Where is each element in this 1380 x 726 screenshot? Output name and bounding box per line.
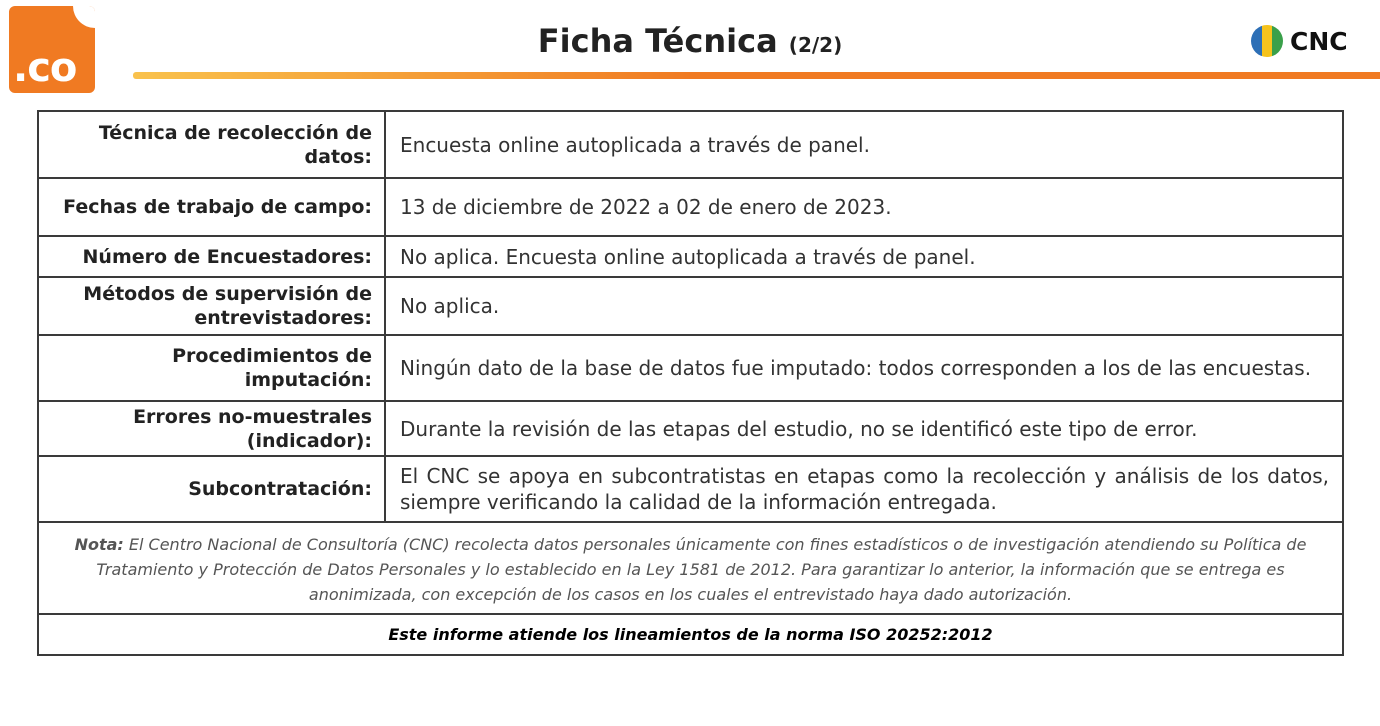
cnc-logo-mark-icon: [1251, 25, 1283, 57]
ficha-tecnica-table: [37, 110, 1344, 656]
row-label: Fechas de trabajo de campo:: [38, 178, 385, 236]
row-label: Métodos de supervisión de entrevistadores:: [38, 277, 385, 335]
row-label: Subcontratación:: [38, 456, 385, 522]
table-row-numero-encuestadores: [38, 236, 1343, 277]
table-row-footer: [38, 614, 1343, 655]
table-row-subcontratacion: [38, 456, 1343, 522]
row-label: Número de Encuestadores:: [38, 236, 385, 277]
row-value: No aplica. Encuesta online autoplicada a través de panel.: [385, 236, 1343, 277]
cnc-logo-text: CNC: [1290, 26, 1348, 56]
row-value: El CNC se apoya en subcontratistas en etapas como la recolección y análisis de los datos, siempre verificando la calidad de la información entregada.: [385, 456, 1343, 522]
row-label: Procedimientos de imputación:: [38, 335, 385, 401]
page-title-text: Ficha Técnica: [537, 22, 778, 60]
row-value: No aplica.: [385, 277, 1343, 335]
row-label: Errores no-muestrales (indicador):: [38, 401, 385, 456]
note-text: El Centro Nacional de Consultoría (CNC) recolecta datos personales únicamente con fines estadísticos o de investigación atendiendo su Política de Tratamiento y Protección de Datos Personales y lo establecido en la Ley 1581 de 2012. Para garantizar lo anterior, la información que se entrega es anonimizada, con excepción de los casos en los cuales el entrevistado haya dado autorización.: [96, 534, 1307, 604]
table-row-errores-no-muestrales: [38, 401, 1343, 456]
row-value: Ningún dato de la base de datos fue imputado: todos corresponden a los de las encuestas.: [385, 335, 1343, 401]
table-row-tecnica-recoleccion: [38, 111, 1343, 178]
table-row-note: [38, 522, 1343, 614]
table-row-fechas-campo: [38, 178, 1343, 236]
note-label: Nota:: [74, 534, 124, 554]
cnc-logo: [1251, 24, 1348, 58]
row-value: Durante la revisión de las etapas del estudio, no se identificó este tipo de error.: [385, 401, 1343, 456]
page-title-suffix: (2/2): [788, 33, 843, 57]
row-value: Encuesta online autoplicada a través de panel.: [385, 111, 1343, 178]
co-logo-text: .co: [13, 45, 77, 91]
footer-iso-statement: Este informe atiende los lineamientos de la norma ISO 20252:2012: [38, 614, 1343, 655]
row-label: Técnica de recolección de datos:: [38, 111, 385, 178]
table-row-metodos-supervision: [38, 277, 1343, 335]
page-title: [0, 22, 1380, 60]
table-row-procedimientos-imputacion: [38, 335, 1343, 401]
note-cell: [38, 522, 1343, 614]
title-underline-divider: [133, 72, 1380, 79]
row-value: 13 de diciembre de 2022 a 02 de enero de 2023.: [385, 178, 1343, 236]
